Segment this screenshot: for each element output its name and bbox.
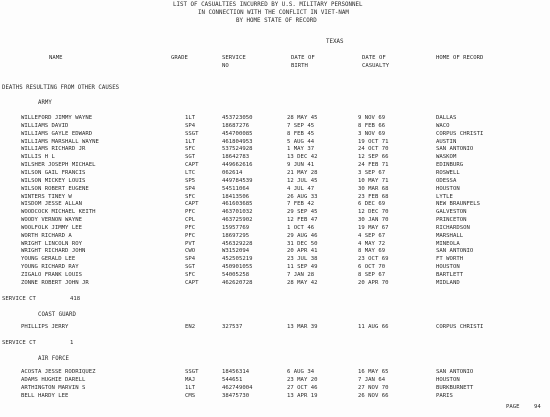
service-count-label-army: SERVICE CT xyxy=(2,296,36,302)
casualty-grade: EN2 xyxy=(185,324,196,330)
table-row xyxy=(0,210,550,217)
casualty-date: 30 JAN 70 xyxy=(358,217,389,224)
casualty-service-no: 18642783 xyxy=(222,154,250,161)
page-label: PAGE xyxy=(506,404,520,410)
casualty-birth-date: 8 FEB 45 xyxy=(287,130,315,137)
casualty-birth-date: 13 DEC 42 xyxy=(287,154,318,161)
casualty-home: WACO xyxy=(436,122,450,129)
casualty-name: YOUNG RICHARD RAY xyxy=(21,264,79,271)
branch-heading-army: ARMY xyxy=(38,100,52,106)
table-row xyxy=(0,132,550,139)
document-title-line-2: IN CONNECTION WITH THE CONFLICT IN VIET-NAM xyxy=(198,10,349,16)
casualty-date: 19 OCT 71 xyxy=(358,138,389,145)
casualty-grade: PFC xyxy=(185,224,196,231)
casualty-birth-date: 31 DEC 50 xyxy=(287,240,318,247)
casualty-service-no: 463725902 xyxy=(222,217,253,224)
casualty-home: SAN ANTONIO xyxy=(436,248,474,255)
casualty-service-no: 38475730 xyxy=(222,392,250,399)
casualty-date: 8 SEP 67 xyxy=(358,272,386,278)
casualty-birth-date: 9 JUN 41 xyxy=(287,162,315,169)
casualty-grade: SP4 xyxy=(185,256,196,263)
column-header-grade: GRADE xyxy=(171,55,188,61)
casualty-birth-date: 23 JUL 38 xyxy=(287,256,318,263)
casualty-home: EDINBURG xyxy=(436,162,464,169)
casualty-date: 30 MAR 68 xyxy=(358,185,389,192)
casualty-grade: SP4 xyxy=(185,185,196,192)
casualty-name: WILLIS H L xyxy=(21,154,55,161)
casualty-name: WILLEFORD JIMMY WAYNE xyxy=(21,115,93,121)
casualty-service-no: 15957769 xyxy=(222,224,250,231)
casualty-birth-date: 4 JUL 47 xyxy=(287,185,315,192)
casualty-date: 6 DEC 69 xyxy=(358,201,386,208)
casualty-name: ARTHINGTON MARVIN S xyxy=(21,384,86,391)
casualty-name: ADAMS HUGHIE DARELL xyxy=(21,376,86,383)
casualty-grade: CMS xyxy=(185,392,196,399)
casualty-grade: PVT xyxy=(185,240,196,247)
casualty-name: ZONNE ROBERT JOHN JR xyxy=(21,279,89,286)
column-header-dob: DATE OF xyxy=(291,55,315,61)
casualty-grade: PFC xyxy=(185,232,196,239)
table-row xyxy=(0,187,550,194)
casualty-birth-date: 7 SEP 45 xyxy=(287,122,315,129)
casualty-home: BARTLETT xyxy=(436,272,464,278)
casualty-home: PRINCETON xyxy=(436,217,467,224)
casualty-birth-date: 1 MAY 37 xyxy=(287,146,315,153)
casualty-birth-date: 5 AUG 44 xyxy=(287,138,315,145)
casualty-date: 4 SEP 67 xyxy=(358,232,386,239)
casualty-date: 7 JAN 64 xyxy=(358,376,386,383)
document-title-line-3: BY HOME STATE OF RECORD xyxy=(236,18,317,24)
page-number: 94 xyxy=(534,404,541,410)
service-count-label-coast-guard: SERVICE CT xyxy=(2,340,36,346)
casualty-birth-date: 12 FEB 47 xyxy=(287,217,318,224)
casualty-name: WILSON MICKEY LOUIS xyxy=(21,177,86,184)
table-row xyxy=(0,386,550,393)
table-row xyxy=(0,325,550,332)
casualty-service-no: 544651 xyxy=(222,376,243,383)
table-row xyxy=(0,179,550,186)
casualty-name: WISDOM JESSE ALLAN xyxy=(21,201,82,208)
casualty-name: ACOSTA JESSE RODRIQUEZ xyxy=(21,369,96,375)
casualty-birth-date: 23 MAY 20 xyxy=(287,376,318,383)
casualty-service-no: 450901055 xyxy=(222,264,253,271)
column-header-casualty-date: DATE OF xyxy=(362,55,386,61)
casualty-home: PARIS xyxy=(436,392,453,399)
casualty-birth-date: 7 JAN 28 xyxy=(287,272,315,278)
table-row xyxy=(0,394,550,401)
casualty-birth-date: 29 SEP 45 xyxy=(287,209,318,216)
casualty-birth-date: 7 FEB 42 xyxy=(287,201,315,208)
casualty-home: DALLAS xyxy=(436,115,457,121)
casualty-name: WILSHER JOSEPH MICHAEL xyxy=(21,162,96,169)
casualty-grade: SGT xyxy=(185,264,196,271)
casualty-birth-date: 1 OCT 46 xyxy=(287,224,315,231)
casualty-service-no: 463701032 xyxy=(222,209,253,216)
casualty-birth-date: 13 APR 19 xyxy=(287,392,318,399)
casualty-grade: SP4 xyxy=(185,122,196,129)
casualty-birth-date: 12 JUL 45 xyxy=(287,177,318,184)
casualty-grade: 1LT xyxy=(185,138,196,145)
casualty-date: 23 OCT 69 xyxy=(358,256,389,263)
casualty-home: CORPUS CHRISTI xyxy=(436,130,484,137)
casualty-service-no: 18697295 xyxy=(222,232,250,239)
casualty-home: RICHARDSON xyxy=(436,224,470,231)
casualty-home: HOUSTON xyxy=(436,376,460,383)
casualty-name: PHILLIPS JERRY xyxy=(21,324,69,330)
casualty-grade: SFC xyxy=(185,272,196,278)
casualty-grade: CAPT xyxy=(185,201,199,208)
casualty-name: WILLIAMS MARSHALL WAYNE xyxy=(21,138,99,145)
casualty-birth-date: 21 MAY 28 xyxy=(287,169,318,176)
document-title-line-1: LIST OF CASUALTIES INCURRED BY U.S. MILITARY PERSONNEL xyxy=(173,2,363,8)
casualty-name: WORTH RICHARD A xyxy=(21,232,72,239)
table-row xyxy=(0,116,550,123)
casualty-service-no: 452505219 xyxy=(222,256,253,263)
casualty-grade: CWO xyxy=(185,248,196,255)
casualty-date: 6 OCT 70 xyxy=(358,264,386,271)
casualty-home: MINEOLA xyxy=(436,240,460,247)
casualty-home: BURKBURNETT xyxy=(436,384,474,391)
casualty-birth-date: 28 MAY 45 xyxy=(287,115,318,121)
casualty-home: AUSTIN xyxy=(436,138,457,145)
table-row xyxy=(0,370,550,377)
casualty-home: ODESSA xyxy=(436,177,457,184)
casualty-home: GALVESTON xyxy=(436,209,467,216)
casualty-service-no: 18456314 xyxy=(222,369,250,375)
casualty-name: WOOLFOLK JIMMY LEE xyxy=(21,224,82,231)
casualty-date: 3 SEP 67 xyxy=(358,169,386,176)
casualty-birth-date: 29 AUG 46 xyxy=(287,232,318,239)
column-header-dob-2: BIRTH xyxy=(291,63,308,69)
casualty-birth-date: 26 AUG 33 xyxy=(287,193,318,200)
branch-heading-air-force: AIR FORCE xyxy=(38,356,69,362)
casualty-date: 8 FEB 66 xyxy=(358,122,386,129)
casualty-grade: LTC xyxy=(185,169,196,176)
table-row xyxy=(0,234,550,241)
casualty-home: NEW BRAUNFELS xyxy=(436,201,481,208)
table-row xyxy=(0,265,550,272)
casualty-home: LYTLE xyxy=(436,193,453,200)
casualty-home: HOUSTON xyxy=(436,185,460,192)
casualty-service-no: 456329228 xyxy=(222,240,253,247)
casualty-date: 4 MAY 72 xyxy=(358,240,386,247)
casualty-service-no: 537524928 xyxy=(222,146,253,153)
table-row xyxy=(0,249,550,256)
casualty-grade: SFC xyxy=(185,193,196,200)
casualty-birth-date: 13 MAR 39 xyxy=(287,324,318,330)
casualty-service-no: 461804953 xyxy=(222,138,253,145)
casualty-service-no: 462749004 xyxy=(222,384,253,391)
casualty-name: WRIGHT RICHARD JOHN xyxy=(21,248,86,255)
casualty-home: HOUSTON xyxy=(436,264,460,271)
casualty-service-no: 454700085 xyxy=(222,130,253,137)
casualty-name: WILSON GAIL FRANCIS xyxy=(21,169,86,176)
service-count-coast-guard: 1 xyxy=(70,340,74,346)
casualty-grade: CPL xyxy=(185,217,196,224)
casualty-service-no: 462620728 xyxy=(222,279,253,286)
branch-heading-coast-guard: COAST GUARD xyxy=(38,312,76,318)
casualty-date: 16 MAY 65 xyxy=(358,369,389,375)
casualty-date: 26 NOV 66 xyxy=(358,392,389,399)
table-row xyxy=(0,171,550,178)
column-header-home: HOME OF RECORD xyxy=(436,55,484,61)
casualty-service-no: 54005258 xyxy=(222,272,250,278)
casualty-grade: 1LT xyxy=(185,115,196,121)
casualty-name: WILLIAMS GAYLE EDWARD xyxy=(21,130,93,137)
table-row xyxy=(0,147,550,154)
casualty-home: SAN ANTONIO xyxy=(436,369,474,375)
casualty-grade: SP5 xyxy=(185,177,196,184)
column-header-casualty-date-2: CASUALTY xyxy=(362,63,390,69)
casualty-service-no: 453723050 xyxy=(222,115,253,121)
casualty-service-no: 327537 xyxy=(222,324,243,330)
casualty-date: 27 NOV 70 xyxy=(358,384,389,391)
casualty-birth-date: 20 APR 41 xyxy=(287,248,318,255)
casualty-home: SAN ANTONIO xyxy=(436,146,474,153)
casualty-date: 23 FEB 68 xyxy=(358,193,389,200)
casualty-home: MIDLAND xyxy=(436,279,460,286)
column-header-service-no: SERVICE xyxy=(222,55,246,61)
casualty-service-no: 54511064 xyxy=(222,185,250,192)
casualty-grade: SGT xyxy=(185,154,196,161)
casualty-home: CORPUS CHRISTI xyxy=(436,324,484,330)
casualty-name: WRIGHT LINCOLN ROY xyxy=(21,240,82,247)
state-heading: TEXAS xyxy=(326,39,344,45)
casualty-grade: SFC xyxy=(185,146,196,153)
casualty-date: 10 MAY 71 xyxy=(358,177,389,184)
casualty-date: 12 SEP 66 xyxy=(358,154,389,161)
casualty-home: ROSWELL xyxy=(436,169,460,176)
casualty-name: WILSON ROBERT EUGENE xyxy=(21,185,89,192)
casualty-grade: CAPT xyxy=(185,279,199,286)
service-count-army: 418 xyxy=(70,296,81,302)
table-row xyxy=(0,273,550,280)
casualty-date: 24 FEB 71 xyxy=(358,162,389,169)
table-row xyxy=(0,281,550,288)
casualty-grade: SSGT xyxy=(185,130,199,137)
casualty-birth-date: 28 MAY 42 xyxy=(287,279,318,286)
casualty-birth-date: 27 OCT 46 xyxy=(287,384,318,391)
table-row xyxy=(0,378,550,385)
casualty-grade: 1LT xyxy=(185,384,196,391)
casualty-service-no: 18413506 xyxy=(222,193,250,200)
casualty-service-no: 062614 xyxy=(222,169,243,176)
casualty-home: FT WORTH xyxy=(436,256,464,263)
casualty-date: 11 AUG 66 xyxy=(358,324,389,330)
casualty-name: WILLIAMS RICHARD JR xyxy=(21,146,86,153)
casualty-service-no: W3152094 xyxy=(222,248,250,255)
casualty-service-no: 449784539 xyxy=(222,177,253,184)
table-row xyxy=(0,124,550,131)
section-title: DEATHS RESULTING FROM OTHER CAUSES xyxy=(2,85,120,91)
column-header-name: NAME xyxy=(49,55,63,61)
casualty-home: WASKOM xyxy=(436,154,457,161)
casualty-name: WOODCOCK MICHAEL KEITH xyxy=(21,209,96,216)
casualty-date: 20 APR 70 xyxy=(358,279,389,286)
column-header-service-no-2: NO xyxy=(222,63,229,69)
casualty-name: WOODY VERNON WAYNE xyxy=(21,217,82,224)
casualty-grade: SSGT xyxy=(185,369,199,375)
table-row xyxy=(0,257,550,264)
casualty-name: ZIGALO FRANK LOUIS xyxy=(21,272,82,278)
casualty-date: 3 NOV 69 xyxy=(358,130,386,137)
casualty-date: 9 NOV 69 xyxy=(358,115,386,121)
casualty-grade: MAJ xyxy=(185,376,196,383)
casualty-birth-date: 11 SEP 49 xyxy=(287,264,318,271)
casualty-service-no: 449662616 xyxy=(222,162,253,169)
casualty-grade: CAPT xyxy=(185,162,199,169)
casualty-date: 8 MAY 69 xyxy=(358,248,386,255)
casualty-date: 12 DEC 70 xyxy=(358,209,389,216)
table-row xyxy=(0,218,550,225)
casualty-name: WINTERS TINEY W xyxy=(21,193,72,200)
casualty-birth-date: 6 AUG 34 xyxy=(287,369,315,375)
table-row xyxy=(0,226,550,233)
casualty-name: BELL HARDY LEE xyxy=(21,392,69,399)
casualty-name: YOUNG GERALD LEE xyxy=(21,256,76,263)
casualty-service-no: 461603685 xyxy=(222,201,253,208)
casualty-home: MARSHALL xyxy=(436,232,464,239)
casualty-date: 19 MAY 67 xyxy=(358,224,389,231)
casualty-service-no: 18687276 xyxy=(222,122,250,129)
casualty-date: 24 OCT 70 xyxy=(358,146,389,153)
casualty-name: WILLIAMS DAVID xyxy=(21,122,69,129)
casualty-grade: PFC xyxy=(185,209,196,216)
